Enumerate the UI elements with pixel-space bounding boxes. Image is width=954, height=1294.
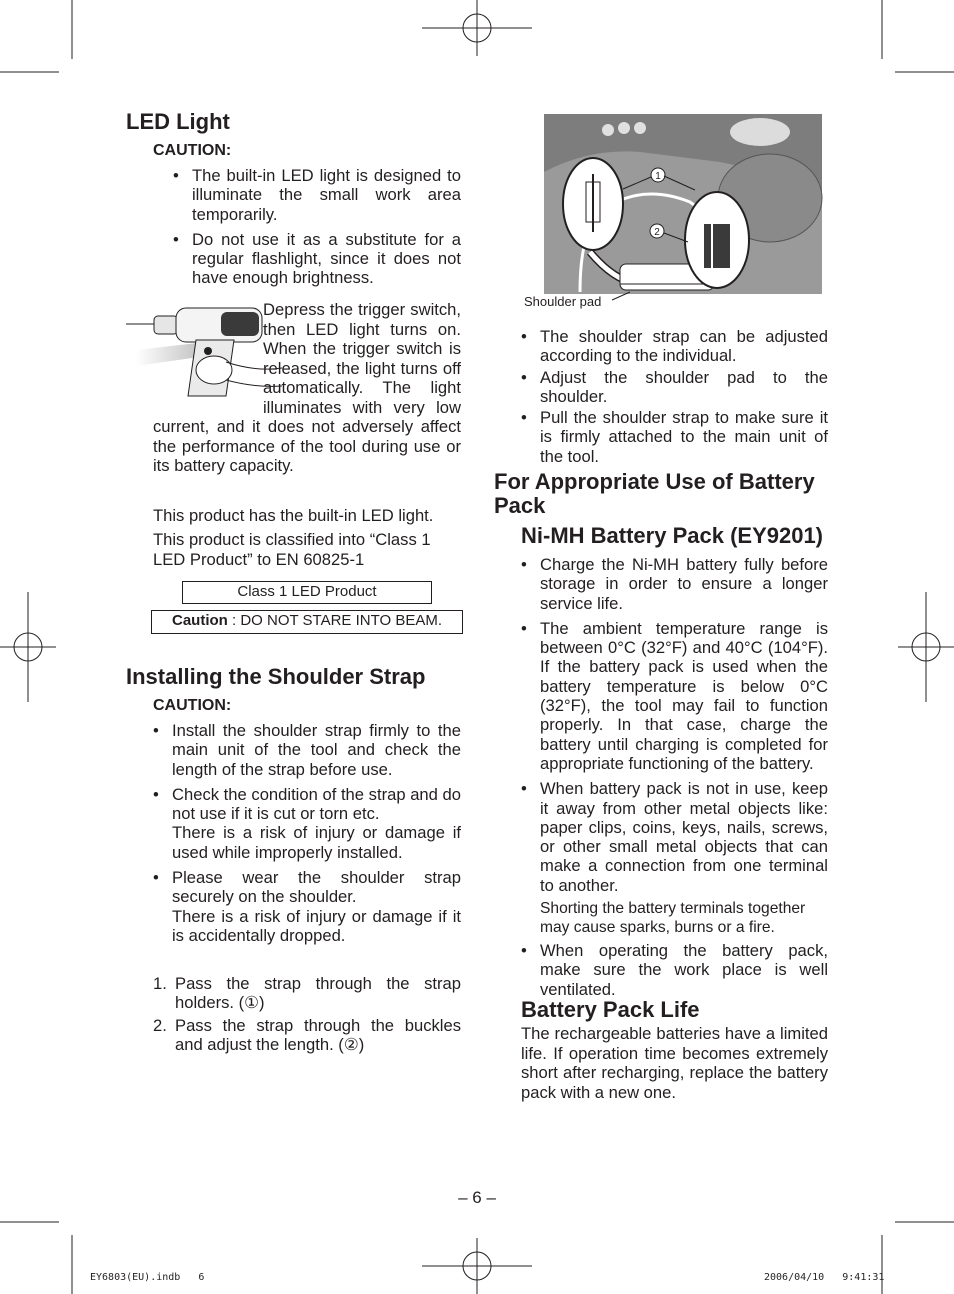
strap-caution-label: CAUTION: (153, 697, 232, 714)
registration-mark-top (422, 0, 532, 56)
led-paragraph-1: Depress the trigger switch, then LED light turns on. When the trigger switch is released, the light turns off automatically. The light illuminates with very low current, and it does not adversely affect the performance of the tool during use or its battery capacity. (153, 300, 461, 476)
list-item: • Check the condition of the strap and do not use if it is cut or torn etc. There is a risk of injury or damage if used while improperly installed. (153, 785, 461, 862)
list-item: • Pull the shoulder strap to make sure it is firmly attached to the main unit of the tool. (521, 408, 828, 466)
footer-timestamp: 2006/04/10 9:41:31 (764, 1272, 885, 1283)
shoulder-strap-illustration (520, 112, 830, 317)
led-paragraph-2: This product has the built-in LED light. (153, 506, 434, 525)
led-paragraph-3: This product is classified into “Class 1 LED Product” to EN 60825-1 (153, 530, 431, 569)
battery-life-text: The rechargeable batteries have a limited life. If operation time becomes extremely short after recharging, replace the battery pack with a new one. (521, 1024, 828, 1102)
led-paragraph-1-float (126, 300, 263, 404)
battery-life-heading: Battery Pack Life (521, 997, 700, 1022)
led-caution-label: CAUTION: (153, 142, 232, 159)
nimh-heading: Ni-MH Battery Pack (EY9201) (521, 523, 824, 548)
step-number: 2. (153, 1016, 167, 1035)
strap-caution-list (153, 721, 461, 951)
class-1-led-label: Class 1 LED Product (182, 581, 432, 604)
led-caution-list (173, 166, 461, 294)
step-item (153, 975, 461, 1012)
caution-word: Caution (171, 612, 228, 629)
registration-mark-left (0, 592, 56, 702)
shorting-note: Shorting the battery terminals together may cause sparks, burns or a fire. (540, 900, 806, 937)
callout-1: 1 (655, 171, 661, 182)
step-text: Pass the strap through the strap holders. (①) (175, 974, 461, 1012)
list-item: • The ambient temperature range is between 0°C (32°F) and 40°C (104°F). If the battery pack is used when the battery temperature is below 0°C (32°F), the tool may fail to function properly. In that case, charge the battery until charging is completed for appropriate functioning of the battery. (521, 619, 828, 773)
list-item (521, 779, 828, 937)
battery-use-heading: For Appropriate Use of Battery Pack (494, 469, 815, 518)
list-item: • Install the shoulder strap firmly to the main unit of the tool and check the length of the strap before use. (153, 721, 461, 779)
list-item: • Adjust the shoulder pad to the shoulder. (521, 368, 828, 407)
page-number: – 6 – (458, 1188, 496, 1207)
registration-mark-bottom (422, 1238, 532, 1294)
step-text: Pass the strap through the buckles and adjust the length. (②) (175, 1016, 461, 1054)
registration-mark-right (898, 592, 954, 702)
list-item: • The shoulder strap can be adjusted according to the individual. (521, 327, 828, 366)
footer-file-name: EY6803(EU).indb 6 (90, 1272, 205, 1283)
list-item: • When operating the battery pack, make sure the work place is well ventilated. (521, 941, 828, 999)
caution-beam-text: : DO NOT STARE INTO BEAM. (227, 612, 443, 629)
callout-2: 2 (654, 227, 660, 238)
strap-notes-list (521, 327, 828, 472)
list-item: • The built-in LED light is designed to illuminate the small work area temporarily. (173, 166, 461, 224)
shoulder-strap-heading: Installing the Shoulder Strap (126, 664, 426, 689)
strap-steps (153, 975, 461, 1059)
list-item: • Do not use it as a substitute for a regular flashlight, since it does not have enough brightness. (173, 230, 461, 288)
nimh-list (521, 555, 828, 1005)
shoulder-pad-label: Shoulder pad (524, 294, 602, 309)
caution-beam-label (151, 610, 463, 634)
step-item (153, 1017, 461, 1054)
list-item-text: When battery pack is not in use, keep it away from other metal objects like: paper clips, coins, keys, nails, screws, or other small metal objects that can make a connection from one terminal to another. (540, 779, 828, 895)
led-light-heading: LED Light (126, 109, 230, 134)
list-item: • Charge the Ni-MH battery fully before storage in order to ensure a longer service life. (521, 555, 828, 613)
list-item: • Please wear the shoulder strap securely on the shoulder. There is a risk of injury or damage if it is accidentally dropped. (153, 868, 461, 945)
step-number: 1. (153, 974, 167, 993)
